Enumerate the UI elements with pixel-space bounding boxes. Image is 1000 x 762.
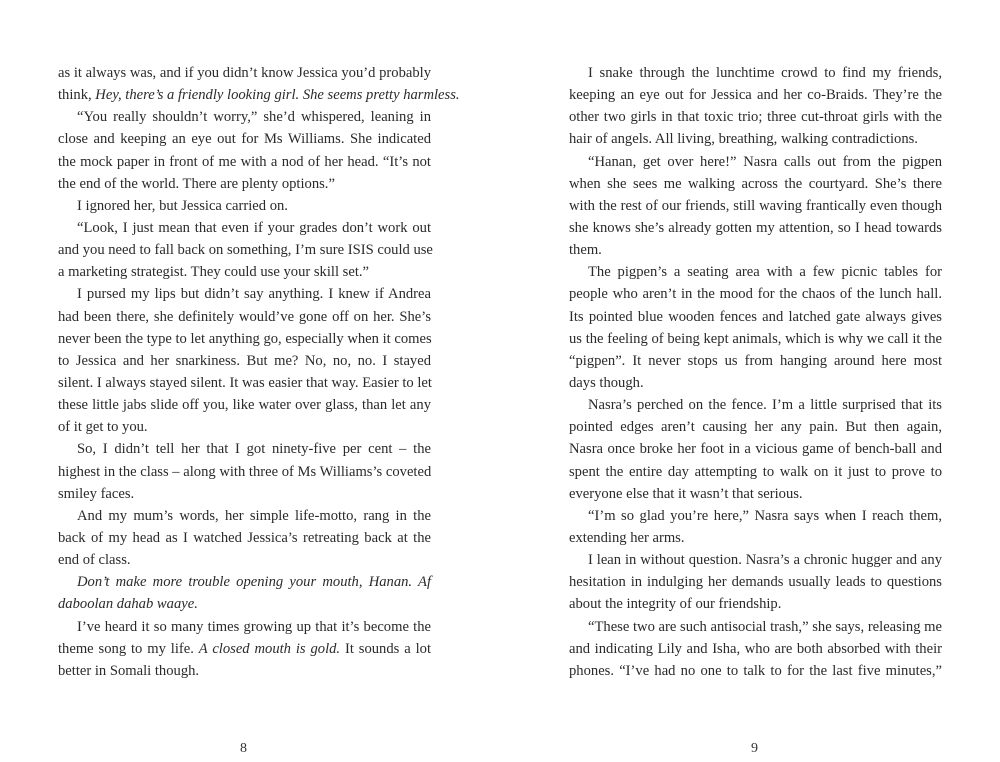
text-segment: close and keeping an eye out for Ms Williams. She indicated: [58, 131, 431, 148]
text-line: [58, 416, 431, 438]
page-number-right: 9: [751, 741, 758, 756]
text-line: [58, 350, 431, 372]
text-segment: I ignored her, but Jessica carried on.: [77, 197, 288, 214]
text-line: [58, 84, 460, 106]
text-segment: I lean in without question. Nasra’s a chronic hugger and any: [588, 552, 942, 569]
text-line: [58, 261, 431, 283]
text-line: [58, 306, 431, 328]
text-segment: them.: [569, 242, 602, 259]
text-segment: other two girls in that toxic trio; three cut-throat girls with the: [569, 109, 942, 126]
text-line: [569, 151, 942, 173]
text-segment: The pigpen’s a seating area with a few picnic tables for: [588, 264, 942, 281]
text-segment: phones. “I’ve had no one to talk to for the last five minutes,”: [569, 662, 942, 679]
text-segment: Its pointed blue wooden fences and latched gate always gives: [569, 308, 942, 325]
text-segment: as it always was, and if you didn’t know Jessica you’d probably: [58, 65, 431, 81]
text-segment: hair of angels. All living, breathing, walking contradictions.: [569, 131, 918, 148]
text-segment: with the rest of our friends, still waving frantically even though: [569, 197, 942, 214]
text-segment: “I’m so glad you’re here,” Nasra says when I reach them,: [588, 507, 942, 524]
text-segment: and you need to fall back on something, I’m sure ISIS could use: [58, 242, 433, 259]
text-segment: to Jessica and her snarkiness. But me? No, no, no. I stayed: [58, 352, 431, 369]
text-line: [58, 638, 431, 660]
text-line: [569, 328, 942, 350]
text-segment: “Hanan, get over here!” Nasra calls out from the pigpen: [588, 153, 942, 170]
text-segment: I’ve heard it so many times growing up that it’s become the: [77, 618, 431, 635]
text-segment: “You really shouldn’t worry,” she’d whispered, leaning in: [77, 109, 431, 126]
text-segment: the end of the world. There are plenty options.”: [58, 175, 335, 192]
text-line: [569, 173, 942, 195]
text-line: [58, 505, 431, 527]
text-segment: hesitation in indulging her demands usually leads to questions: [569, 574, 942, 591]
text-line: [58, 593, 431, 615]
text-segment: had been there, she definitely would’ve gone off on her. She’s: [58, 308, 431, 325]
text-line: [569, 372, 942, 394]
text-line: [569, 350, 942, 372]
italic-text: A closed mouth is gold.: [198, 640, 341, 657]
text-line: [569, 62, 942, 84]
text-segment: never been the type to let anything go, especially when it comes: [58, 330, 432, 347]
text-line: [569, 638, 942, 660]
text-segment: extending her arms.: [569, 529, 685, 546]
text-line: [569, 660, 942, 682]
text-line: [58, 616, 431, 638]
text-line: [58, 328, 431, 350]
text-segment: when she sees me walking across the courtyard. She’s there: [569, 175, 942, 192]
text-segment: the mock paper in front of me with a nod of her head. “It’s not: [58, 153, 431, 170]
text-segment: and indicating Lily and Isha, who are both absorbed with their: [569, 640, 942, 657]
text-line: [569, 505, 942, 527]
text-segment: keeping an eye out for Jessica and her co-Braids. They’re the: [569, 87, 942, 104]
text-segment: “pigpen”. It never stops us from hanging around here most: [569, 352, 942, 369]
text-line: [569, 616, 942, 638]
text-line: [569, 571, 942, 593]
text-line: [58, 195, 431, 217]
text-line: [569, 438, 942, 460]
text-line: [58, 571, 431, 593]
text-segment: Nasra’s perched on the fence. I’m a little surprised that its: [588, 397, 942, 414]
text-segment: about the integrity of our friendship.: [569, 596, 782, 613]
text-line: [569, 239, 942, 261]
text-line: [569, 217, 942, 239]
text-segment: silent. I always stayed silent. It was easier that way. Easier to let: [58, 374, 432, 391]
italic-text: Hey, there’s a friendly looking girl. She seems pretty harmless.: [95, 87, 460, 104]
text-line: [58, 527, 431, 549]
text-segment: It sounds a lot: [340, 640, 431, 657]
italic-text: Don’t make more trouble opening your mouth, Hanan. Af: [77, 574, 431, 591]
text-line: [58, 62, 431, 84]
text-line: [569, 106, 942, 128]
text-segment: these little jabs slide off you, like water over glass, than let any: [58, 397, 431, 414]
text-line: [569, 416, 942, 438]
text-line: [58, 438, 431, 460]
text-line: [58, 106, 431, 128]
text-segment: I pursed my lips but didn’t say anything. I knew if Andrea: [77, 286, 431, 303]
text-segment: end of class.: [58, 552, 131, 569]
text-line: [58, 217, 431, 239]
text-line: [569, 549, 942, 571]
text-line: [569, 394, 942, 416]
text-line: [58, 128, 431, 150]
text-segment: “These two are such antisocial trash,” she says, releasing me: [588, 618, 942, 635]
text-line: [58, 483, 431, 505]
text-segment: a marketing strategist. They could use your skill set.”: [58, 264, 369, 281]
text-line: [569, 283, 942, 305]
left-page-body: [58, 62, 460, 682]
text-segment: highest in the class – along with three of Ms Williams’s coveted: [58, 463, 432, 480]
text-segment: Nasra once broke her foot in a vicious game of bench-ball and: [569, 441, 942, 458]
text-segment: back of my head as I watched Jessica’s retreating back at the: [58, 529, 431, 546]
text-segment: smiley faces.: [58, 485, 135, 502]
page-number-left: 8: [240, 741, 247, 756]
text-line: [569, 483, 942, 505]
text-segment: “Look, I just mean that even if your grades don’t work out: [77, 219, 431, 236]
text-segment: people who aren’t in the mood for the chaos of the lunch hall.: [569, 286, 942, 303]
text-segment: I snake through the lunchtime crowd to find my friends,: [588, 65, 942, 81]
text-segment: everyone else that it wasn’t that serious.: [569, 485, 803, 502]
text-line: [58, 173, 431, 195]
text-line: [58, 283, 431, 305]
text-line: [569, 527, 942, 549]
text-segment: she knows she’s already gotten my attention, so I head towards: [569, 219, 942, 236]
text-line: [58, 372, 431, 394]
text-segment: pointed edges aren’t causing her any pain. But then again,: [569, 419, 942, 436]
text-line: [58, 461, 431, 483]
italic-text: daboolan dahab waaye.: [58, 596, 198, 613]
text-line: [58, 549, 431, 571]
text-segment: us the feeling of being kept animals, which is why we call it the: [569, 330, 942, 347]
text-line: [569, 84, 942, 106]
text-line: [58, 660, 431, 682]
text-line: [569, 306, 942, 328]
text-line: [569, 261, 942, 283]
text-segment: And my mum’s words, her simple life-motto, rang in the: [77, 507, 431, 524]
text-line: [58, 239, 431, 261]
right-page-body: [569, 62, 942, 682]
text-segment: spent the entire day attempting to walk on it just to prove to: [569, 463, 942, 480]
text-segment: So, I didn’t tell her that I got ninety-five per cent – the: [77, 441, 431, 458]
text-segment: better in Somali though.: [58, 662, 200, 679]
text-segment: of it get to you.: [58, 419, 148, 436]
text-segment: days though.: [569, 374, 644, 391]
text-line: [58, 394, 431, 416]
text-line: [569, 593, 942, 615]
text-segment: think,: [58, 87, 96, 104]
text-line: [569, 195, 942, 217]
text-segment: theme song to my life.: [58, 640, 199, 657]
text-line: [569, 461, 942, 483]
text-line: [58, 151, 431, 173]
text-line: [569, 128, 942, 150]
